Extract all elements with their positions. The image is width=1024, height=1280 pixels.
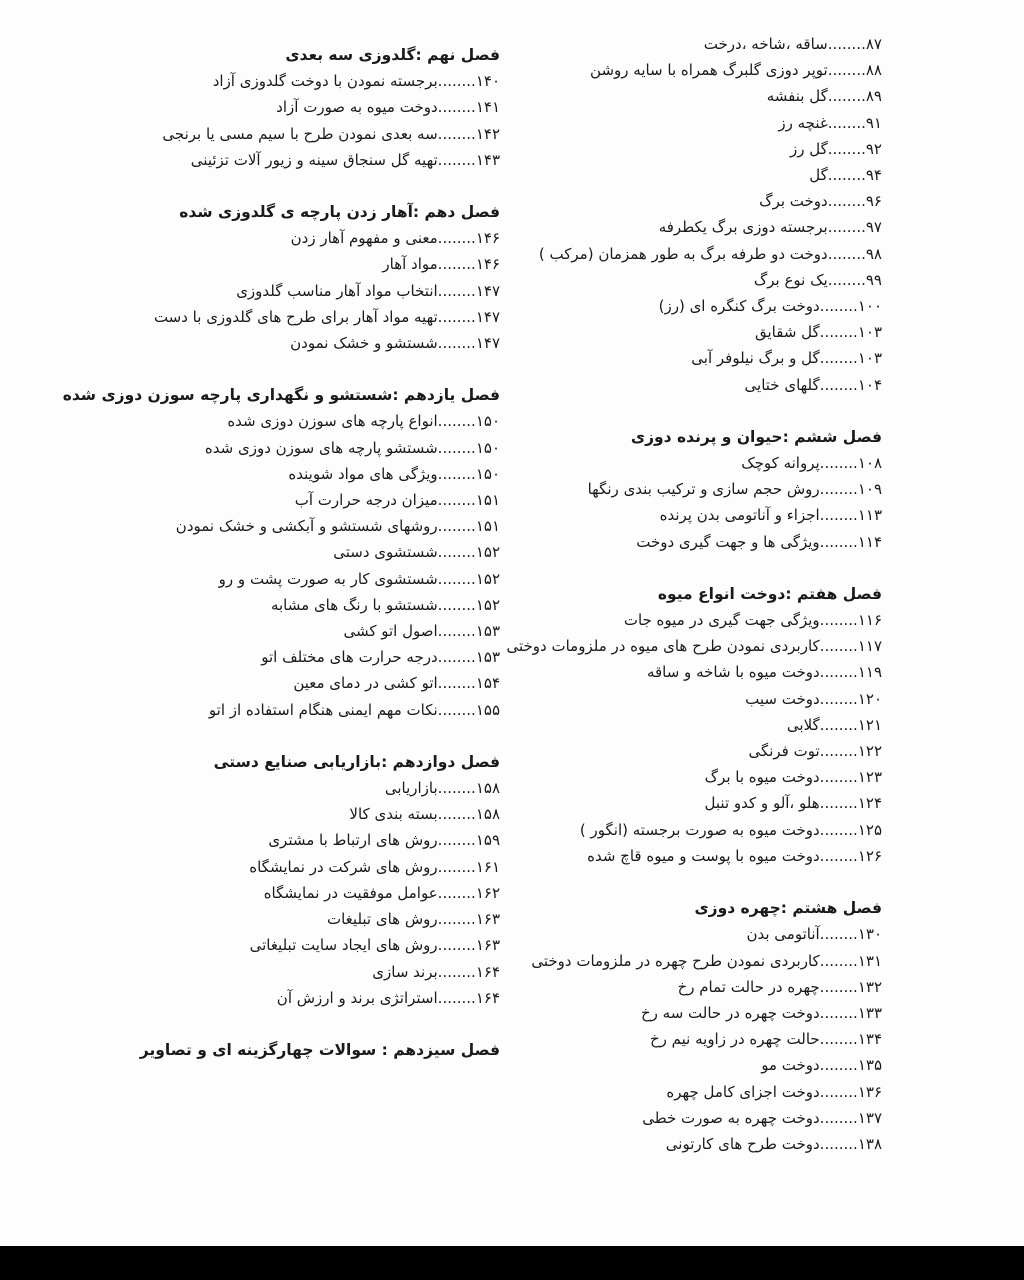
entry-title: روش های ارتباط با مشتری xyxy=(268,831,438,850)
page-number: ۱۶۱ xyxy=(475,857,500,876)
leader-dots: ........ xyxy=(819,1108,858,1127)
chapter-heading: فصل دوازدهم :بازاریابی صنایع دستی xyxy=(213,752,500,771)
leader-dots: ........ xyxy=(437,464,476,483)
chapter-heading: فصل نهم :گلدوزی سه بعدی xyxy=(285,46,500,64)
page-number: ۱۲۳ xyxy=(857,768,882,787)
entry-title: کاربردی نمودن طرح های میوه در ملزومات دوختی xyxy=(506,637,820,656)
entry-title: برجسته نمودن با دوخت گلدوزی آزاد xyxy=(212,72,438,91)
page-number: ۱۵۳ xyxy=(475,648,500,667)
toc-entry xyxy=(60,880,500,906)
entry-title: سه بعدی نمودن طرح با سیم مسی یا برنجی xyxy=(162,124,438,143)
page-number: ۹۸ xyxy=(865,244,882,263)
leader-dots: ........ xyxy=(819,506,858,525)
leader-dots: ........ xyxy=(437,622,476,641)
toc-entry xyxy=(60,330,500,356)
entry-title: دوخت سیب xyxy=(745,689,820,708)
leader-dots: ........ xyxy=(437,229,476,248)
page-number: ۱۵۲ xyxy=(475,569,500,588)
page-number: ۱۴۷ xyxy=(475,281,500,300)
page-number: ۱۰۸ xyxy=(857,454,882,473)
leader-dots: ........ xyxy=(437,281,476,300)
leader-dots: ........ xyxy=(819,637,858,656)
entry-title: اجزاء و آناتومی بدن پرنده xyxy=(659,506,820,525)
page-number: ۱۴۱ xyxy=(475,98,500,117)
leader-dots: ........ xyxy=(437,517,476,536)
leader-dots: ........ xyxy=(437,543,476,562)
page-number: ۱۵۱ xyxy=(475,491,500,510)
page-number: ۱۴۶ xyxy=(475,255,500,274)
leader-dots: ........ xyxy=(437,150,476,169)
leader-dots: ........ xyxy=(827,244,866,263)
leader-dots: ........ xyxy=(819,742,858,761)
page-number: ۱۱۶ xyxy=(857,611,882,630)
entry-title: دوخت چهره در حالت سه رخ xyxy=(640,1003,820,1022)
entry-title: گل بنفشه xyxy=(766,87,828,106)
toc-entry xyxy=(60,566,500,592)
entry-title: معنی و مفهوم آهار زدن xyxy=(290,229,438,248)
leader-dots: ........ xyxy=(437,779,476,798)
toc-entry xyxy=(60,985,500,1011)
page-number: ۱۵۲ xyxy=(475,595,500,614)
toc-entry xyxy=(60,408,500,434)
leader-dots: ........ xyxy=(819,715,858,734)
page-number: ۱۳۸ xyxy=(857,1134,882,1153)
leader-dots: ........ xyxy=(437,988,476,1007)
entry-title: تهیه گل سنجاق سینه و زیور آلات تزئینی xyxy=(190,150,438,169)
page-number: ۱۶۲ xyxy=(475,883,500,902)
leader-dots: ........ xyxy=(437,805,476,824)
page-number: ۱۵۵ xyxy=(475,700,500,719)
entry-title: ویژگی های مواد شوینده xyxy=(288,464,438,483)
entry-title: انتخاب مواد آهار مناسب گلدوزی xyxy=(236,281,438,300)
toc-entry xyxy=(60,461,500,487)
leader-dots: ........ xyxy=(437,124,476,143)
leader-dots: ........ xyxy=(437,307,476,326)
page-number: ۹۲ xyxy=(865,139,882,158)
entry-title: میزان درجه حرارت آب xyxy=(294,491,438,510)
toc-entry xyxy=(60,251,500,277)
leader-dots: ........ xyxy=(437,595,476,614)
section-gap xyxy=(60,1011,500,1037)
leader-dots: ........ xyxy=(819,297,858,316)
entry-title: مواد آهار xyxy=(382,255,438,274)
leader-dots: ........ xyxy=(819,925,858,944)
page-number: ۱۱۷ xyxy=(857,637,882,656)
page-number: ۱۶۴ xyxy=(475,988,500,1007)
bottom-bar xyxy=(0,1246,1024,1280)
leader-dots: ........ xyxy=(437,72,476,91)
page-number: ۱۵۲ xyxy=(475,543,500,562)
entry-title: دوخت اجزای کامل چهره xyxy=(666,1082,820,1101)
entry-title: دوخت برگ کنگره ای (رز) xyxy=(658,297,820,316)
leader-dots: ........ xyxy=(819,689,858,708)
leader-dots: ........ xyxy=(437,334,476,353)
entry-title: اتو کشی در دمای معین xyxy=(293,674,438,693)
toc-entry xyxy=(60,854,500,880)
page-number: ۱۳۷ xyxy=(857,1108,882,1127)
leader-dots: ........ xyxy=(819,323,858,342)
entry-title: دوخت چهره به صورت خطی xyxy=(642,1108,820,1127)
toc-entry xyxy=(60,513,500,539)
entry-title: اصول اتو کشی xyxy=(343,622,438,641)
toc-entry xyxy=(60,304,500,330)
page-number: ۱۵۴ xyxy=(475,674,500,693)
leader-dots: ........ xyxy=(819,1030,858,1049)
page-number: ۱۵۰ xyxy=(475,412,500,431)
entry-title: شستشوی کار به صورت پشت و رو xyxy=(218,569,438,588)
toc-entry xyxy=(60,932,500,958)
entry-title: بازاریابی xyxy=(384,779,438,798)
entry-title: گل xyxy=(809,166,828,185)
leader-dots: ........ xyxy=(437,936,476,955)
page-number: ۱۴۲ xyxy=(475,124,500,143)
page-number: ۱۱۴ xyxy=(857,532,882,551)
leader-dots: ........ xyxy=(827,139,866,158)
entry-title: برند سازی xyxy=(372,962,438,981)
leader-dots: ........ xyxy=(827,35,866,53)
leader-dots: ........ xyxy=(827,61,866,80)
entry-title: گل و برگ نیلوفر آبی xyxy=(691,349,820,368)
toc-entry xyxy=(60,435,500,461)
page-number: ۱۳۳ xyxy=(857,1003,882,1022)
entry-title: دوخت طرح های کارتونی xyxy=(665,1134,820,1153)
toc-entry xyxy=(382,1131,882,1157)
page-number: ۱۴۰ xyxy=(475,72,500,91)
entry-title: آناتومی بدن xyxy=(746,925,820,944)
leader-dots: ........ xyxy=(827,192,866,211)
page-number: ۱۱۳ xyxy=(857,506,882,525)
leader-dots: ........ xyxy=(819,1134,858,1153)
entry-title: دوخت میوه با برگ xyxy=(704,768,820,787)
leader-dots: ........ xyxy=(819,532,858,551)
toc-entry xyxy=(60,121,500,147)
page-number: ۸۹ xyxy=(865,87,882,106)
leader-dots: ........ xyxy=(827,270,866,289)
page-number: ۱۶۴ xyxy=(475,962,500,981)
page-number: ۱۰۳ xyxy=(857,349,882,368)
leader-dots: ........ xyxy=(819,1056,858,1075)
entry-title: شستشو و خشک نمودن xyxy=(290,334,438,353)
entry-title: تهیه مواد آهار برای طرح های گلدوزی با دست xyxy=(153,307,438,326)
leader-dots: ........ xyxy=(827,166,866,185)
toc-entry xyxy=(60,487,500,513)
page-number: ۱۳۶ xyxy=(857,1082,882,1101)
entry-title: شستشوی دستی xyxy=(333,543,438,562)
entry-title: دوخت برگ xyxy=(759,192,828,211)
entry-title: غنچه رز xyxy=(778,113,828,132)
entry-title: بسته بندی کالا xyxy=(349,805,438,824)
entry-title: درجه حرارت های مختلف اتو xyxy=(261,648,438,667)
leader-dots: ........ xyxy=(437,412,476,431)
leader-dots: ........ xyxy=(819,794,858,813)
entry-title: گل رز xyxy=(789,139,828,158)
toc-entry xyxy=(60,697,500,723)
entry-title: انواع پارچه های سوزن دوزی شده xyxy=(227,412,438,431)
entry-title: ساقه ،شاخه ،درخت xyxy=(703,35,828,53)
page-number: ۱۱۹ xyxy=(857,663,882,682)
leader-dots: ........ xyxy=(437,438,476,457)
toc-entry xyxy=(60,592,500,618)
leader-dots: ........ xyxy=(437,648,476,667)
page-number: ۱۲۴ xyxy=(857,794,882,813)
page-number: ۱۰۰ xyxy=(857,297,882,316)
chapter-heading: فصل یازدهم :شستشو و نگهداری پارچه سوزن دوزی شده xyxy=(62,386,500,405)
page-number: ۱۲۱ xyxy=(857,715,882,734)
entry-title: دوخت میوه به صورت برجسته (انگور ) xyxy=(579,820,820,839)
page-number: ۹۹ xyxy=(865,270,882,289)
entry-title: توت فرنگی xyxy=(748,742,820,761)
entry-title: روش های ایجاد سایت تبلیغاتی xyxy=(249,936,438,955)
leader-dots: ........ xyxy=(819,1003,858,1022)
toc-entry xyxy=(60,670,500,696)
page-number: ۱۴۳ xyxy=(475,150,500,169)
entry-title: شستشو با رنگ های مشابه xyxy=(270,595,438,614)
entry-title: ویژگی جهت گیری در میوه جات xyxy=(623,611,820,630)
page-number: ۸۷ xyxy=(865,35,882,53)
leader-dots: ........ xyxy=(819,349,858,368)
section-gap xyxy=(60,723,500,749)
leader-dots: ........ xyxy=(819,768,858,787)
leader-dots: ........ xyxy=(819,846,858,865)
page-number: ۱۲۵ xyxy=(857,820,882,839)
page-number: ۱۵۰ xyxy=(475,438,500,457)
page-number: ۱۳۲ xyxy=(857,977,882,996)
toc-entry xyxy=(60,94,500,120)
entry-title: دوخت میوه با پوست و میوه قاچ شده xyxy=(587,846,820,865)
page-number: ۱۵۳ xyxy=(475,622,500,641)
entry-title: دوخت دو طرفه برگ به طور همزمان (مرکب ) xyxy=(538,244,828,263)
page-number: ۱۶۳ xyxy=(475,910,500,929)
page-number: ۱۴۶ xyxy=(475,229,500,248)
toc-entry xyxy=(60,827,500,853)
entry-title: دوخت میوه به صورت آزاد xyxy=(276,98,438,117)
toc-entry xyxy=(60,618,500,644)
chapter-heading: فصل دهم :آهار زدن پارچه ی گلدوزی شده xyxy=(179,203,500,222)
page-number: ۱۵۸ xyxy=(475,805,500,824)
page-number: ۱۴۷ xyxy=(475,307,500,326)
entry-title: دوخت مو xyxy=(761,1056,820,1075)
toc-entry xyxy=(60,906,500,932)
toc-entry xyxy=(60,278,500,304)
leader-dots: ........ xyxy=(827,113,866,132)
entry-title: عوامل موفقیت در نمایشگاه xyxy=(263,883,438,902)
entry-title: ویژگی ها و جهت گیری دوخت xyxy=(636,532,820,551)
entry-title: گلابی xyxy=(786,715,820,734)
page-number: ۹۴ xyxy=(865,166,882,185)
section-gap xyxy=(60,356,500,382)
leader-dots: ........ xyxy=(819,820,858,839)
toc-entry xyxy=(60,147,500,173)
leader-dots: ........ xyxy=(437,831,476,850)
page-number: ۹۱ xyxy=(865,113,882,132)
leader-dots: ........ xyxy=(819,454,858,473)
leader-dots: ........ xyxy=(437,700,476,719)
page-number: ۱۲۰ xyxy=(857,689,882,708)
leader-dots: ........ xyxy=(437,857,476,876)
page-number: ۹۷ xyxy=(865,218,882,237)
page-number: ۹۶ xyxy=(865,192,882,211)
leader-dots: ........ xyxy=(437,569,476,588)
entry-title: روش های شرکت در نمایشگاه xyxy=(249,857,438,876)
entry-title: گلهای ختایی xyxy=(744,375,820,394)
toc-entry xyxy=(382,1105,882,1131)
chapter-heading: فصل هشتم :چهره دوزی xyxy=(694,899,882,918)
leader-dots: ........ xyxy=(819,375,858,394)
page-number: ۱۵۹ xyxy=(475,831,500,850)
entry-title: حالت چهره در زاویه نیم رخ xyxy=(649,1030,820,1049)
leader-dots: ........ xyxy=(827,87,866,106)
entry-title: دوخت میوه با شاخه و ساقه xyxy=(646,663,820,682)
page-number: ۱۵۸ xyxy=(475,779,500,798)
toc-entry xyxy=(60,644,500,670)
leader-dots: ........ xyxy=(437,674,476,693)
entry-title: برجسته دوزی برگ یکطرفه xyxy=(658,218,828,237)
leader-dots: ........ xyxy=(819,977,858,996)
entry-title: روش حجم سازی و ترکیب بندی رنگها xyxy=(587,480,820,499)
leader-dots: ........ xyxy=(437,883,476,902)
page-number: ۱۵۰ xyxy=(475,464,500,483)
entry-title: شستشو پارچه های سوزن دوزی شده xyxy=(204,438,438,457)
left-column xyxy=(60,42,500,1063)
chapter-heading: فصل سیزدهم : سوالات چهارگزینه ای و تصاویر xyxy=(139,1040,500,1059)
page-number: ۸۸ xyxy=(865,61,882,80)
toc-entry xyxy=(60,959,500,985)
chapter-heading: فصل ششم :حیوان و پرنده دوزی xyxy=(630,427,882,446)
toc-entry xyxy=(60,225,500,251)
leader-dots: ........ xyxy=(437,910,476,929)
toc-entry xyxy=(60,68,500,94)
entry-title: نکات مهم ایمنی هنگام استفاده از اتو xyxy=(208,700,438,719)
toc-entry xyxy=(60,801,500,827)
page-number: ۱۳۴ xyxy=(857,1030,882,1049)
entry-title: استراتژی برند و ارزش آن xyxy=(276,988,438,1007)
leader-dots: ........ xyxy=(437,491,476,510)
page-number: ۱۲۶ xyxy=(857,846,882,865)
page-number: ۱۶۳ xyxy=(475,936,500,955)
leader-dots: ........ xyxy=(819,951,858,970)
entry-title: توپر دوزی گلبرگ همراه با سایه روشن xyxy=(590,61,828,80)
page-number: ۱۵۱ xyxy=(475,517,500,536)
toc-entry xyxy=(382,1079,882,1105)
page-number: ۱۰۹ xyxy=(857,480,882,499)
chapter-heading: فصل هفتم :دوخت انواع میوه xyxy=(657,584,882,603)
entry-title: کاربردی نمودن طرح چهره در ملزومات دوختی xyxy=(531,951,820,970)
page-number: ۱۳۱ xyxy=(857,951,882,970)
entry-title: هلو ،آلو و کدو تنبل xyxy=(704,794,820,813)
page-number: ۱۰۳ xyxy=(857,323,882,342)
leader-dots: ........ xyxy=(437,962,476,981)
page-number: ۱۳۰ xyxy=(857,925,882,944)
leader-dots: ........ xyxy=(437,98,476,117)
entry-title: یک نوع برگ xyxy=(753,270,828,289)
leader-dots: ........ xyxy=(819,611,858,630)
leader-dots: ........ xyxy=(819,663,858,682)
entry-title: پروانه کوچک xyxy=(741,454,820,473)
page-number: ۱۳۵ xyxy=(857,1056,882,1075)
entry-title: گل شقایق xyxy=(754,323,820,342)
page-number: ۱۴۷ xyxy=(475,334,500,353)
page-number: ۱۲۲ xyxy=(857,742,882,761)
entry-title: روش های تبلیغات xyxy=(326,910,438,929)
leader-dots: ........ xyxy=(437,255,476,274)
leader-dots: ........ xyxy=(827,218,866,237)
entry-title: روشهای شستشو و آبکشی و خشک نمودن xyxy=(175,517,438,536)
leader-dots: ........ xyxy=(819,480,858,499)
section-gap xyxy=(60,173,500,199)
toc-entry xyxy=(60,539,500,565)
page-number: ۱۰۴ xyxy=(857,375,882,394)
entry-title: چهره در حالت تمام رخ xyxy=(677,977,820,996)
leader-dots: ........ xyxy=(819,1082,858,1101)
toc-entry xyxy=(60,775,500,801)
